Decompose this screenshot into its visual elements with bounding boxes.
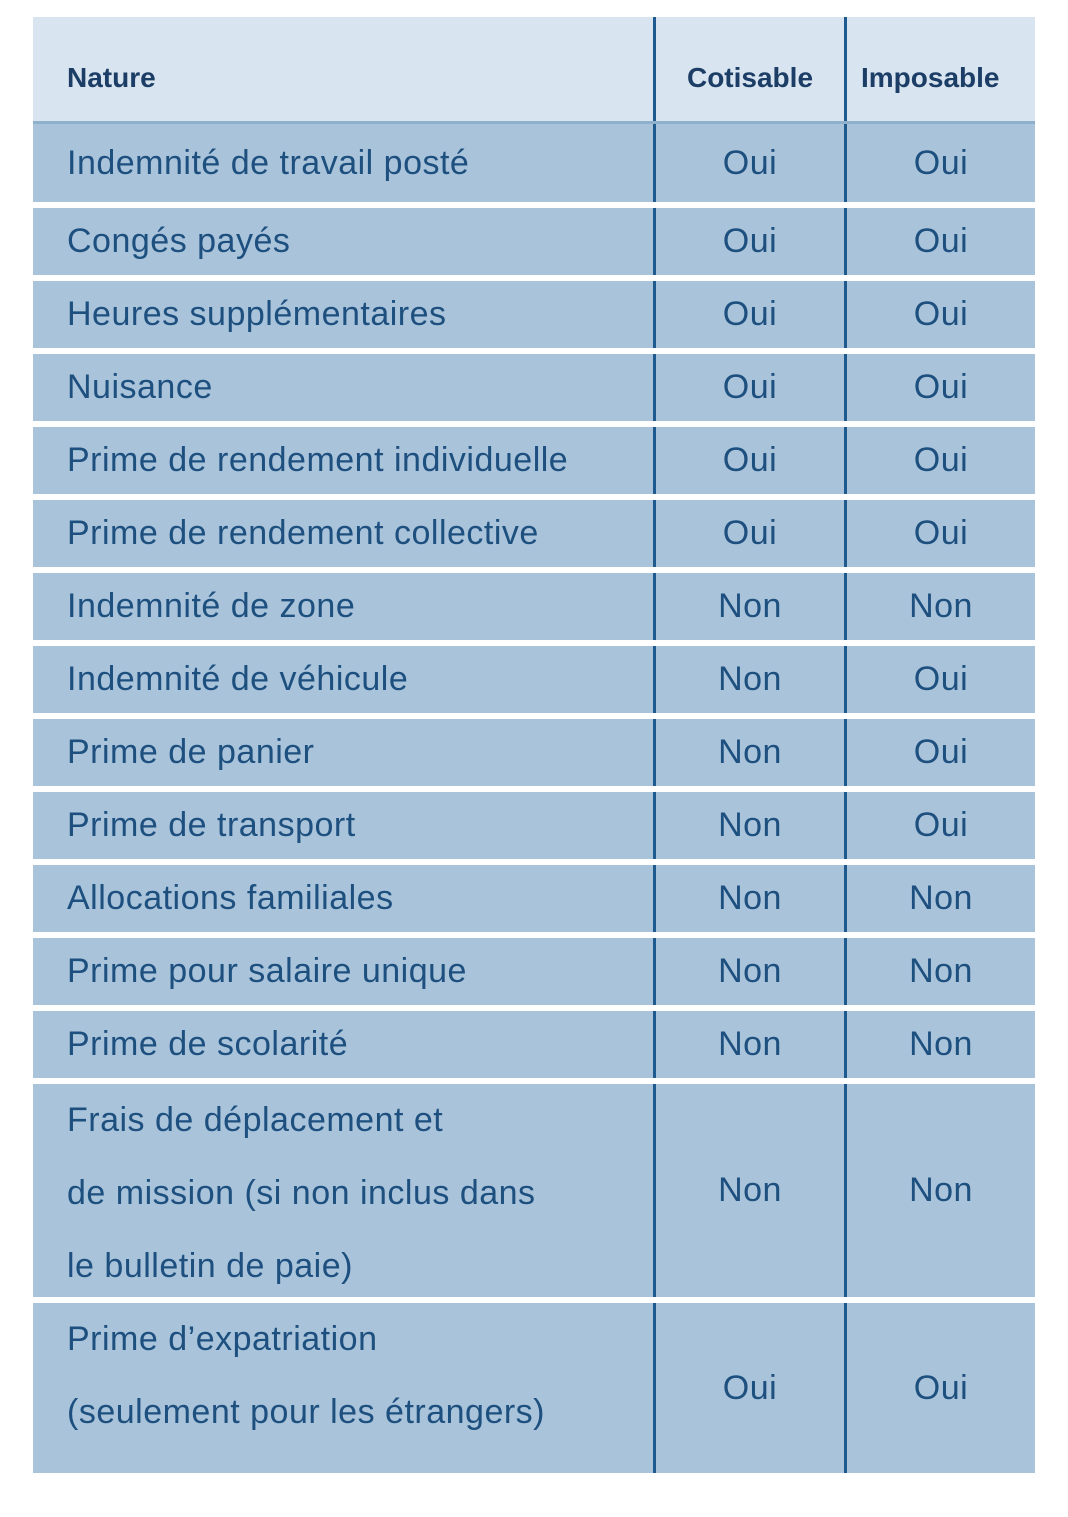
- table-header-row: [33, 17, 1035, 124]
- cotisable-cell: Oui: [653, 427, 844, 494]
- table-row: [33, 124, 1035, 208]
- table-row: [33, 792, 1035, 865]
- table-row: [33, 573, 1035, 646]
- cotisable-cell: Non: [653, 865, 844, 932]
- imposable-cell: Oui: [844, 427, 1035, 494]
- nature-cell: Prime de scolarité: [67, 1025, 349, 1063]
- allowances-table: [33, 17, 1035, 1473]
- nature-cell: Congés payés: [67, 222, 291, 260]
- imposable-cell: Non: [844, 573, 1035, 640]
- nature-cell: Prime d’expatriation (seulement pour les étrangers): [67, 1320, 546, 1431]
- table-row: [33, 938, 1035, 1011]
- cotisable-cell: Oui: [653, 208, 844, 275]
- cotisable-cell: Oui: [653, 124, 844, 202]
- table-row: [33, 500, 1035, 573]
- nature-cell: Allocations familiales: [67, 879, 394, 917]
- table-row: [33, 865, 1035, 938]
- nature-cell: Indemnité de zone: [67, 587, 356, 625]
- imposable-cell: Non: [844, 938, 1035, 1005]
- imposable-cell: Oui: [844, 124, 1035, 202]
- imposable-cell: Oui: [844, 719, 1035, 786]
- table-row: [33, 1303, 1035, 1473]
- table-row: [33, 1084, 1035, 1303]
- cotisable-cell: Non: [653, 792, 844, 859]
- nature-cell: Nuisance: [67, 368, 213, 406]
- imposable-cell: Oui: [844, 208, 1035, 275]
- cotisable-cell: Non: [653, 719, 844, 786]
- cotisable-cell: Oui: [653, 500, 844, 567]
- header-imposable: Imposable: [844, 17, 1035, 121]
- table-row: [33, 646, 1035, 719]
- imposable-cell: Non: [844, 865, 1035, 932]
- imposable-cell: Oui: [844, 500, 1035, 567]
- table-row: [33, 427, 1035, 500]
- cotisable-cell: Non: [653, 938, 844, 1005]
- imposable-cell: Non: [844, 1084, 1035, 1297]
- nature-cell: Prime pour salaire unique: [67, 952, 467, 990]
- imposable-cell: Non: [844, 1011, 1035, 1078]
- imposable-cell: Oui: [844, 1303, 1035, 1473]
- cotisable-cell: Oui: [653, 1303, 844, 1473]
- nature-cell: Prime de panier: [67, 733, 315, 771]
- nature-cell: Prime de rendement collective: [67, 514, 539, 552]
- header-cotisable: Cotisable: [653, 17, 844, 121]
- nature-cell: Prime de rendement individuelle: [67, 441, 569, 479]
- cotisable-cell: Non: [653, 646, 844, 713]
- nature-cell: Indemnité de véhicule: [67, 660, 409, 698]
- imposable-cell: Oui: [844, 792, 1035, 859]
- imposable-cell: Oui: [844, 646, 1035, 713]
- nature-cell: Frais de déplacement et de mission (si non inclus dans le bulletin de paie): [67, 1101, 536, 1285]
- table-row: [33, 208, 1035, 281]
- nature-cell: Indemnité de travail posté: [67, 143, 470, 182]
- cotisable-cell: Non: [653, 573, 844, 640]
- cotisable-cell: Oui: [653, 281, 844, 348]
- cotisable-cell: Non: [653, 1011, 844, 1078]
- table-row: [33, 354, 1035, 427]
- imposable-cell: Oui: [844, 354, 1035, 421]
- cotisable-cell: Non: [653, 1084, 844, 1297]
- table-row: [33, 281, 1035, 354]
- table-row: [33, 1011, 1035, 1084]
- table-row: [33, 719, 1035, 792]
- nature-cell: Heures supplémentaires: [67, 295, 447, 333]
- imposable-cell: Oui: [844, 281, 1035, 348]
- cotisable-cell: Oui: [653, 354, 844, 421]
- header-nature: Nature: [67, 62, 156, 93]
- nature-cell: Prime de transport: [67, 806, 356, 844]
